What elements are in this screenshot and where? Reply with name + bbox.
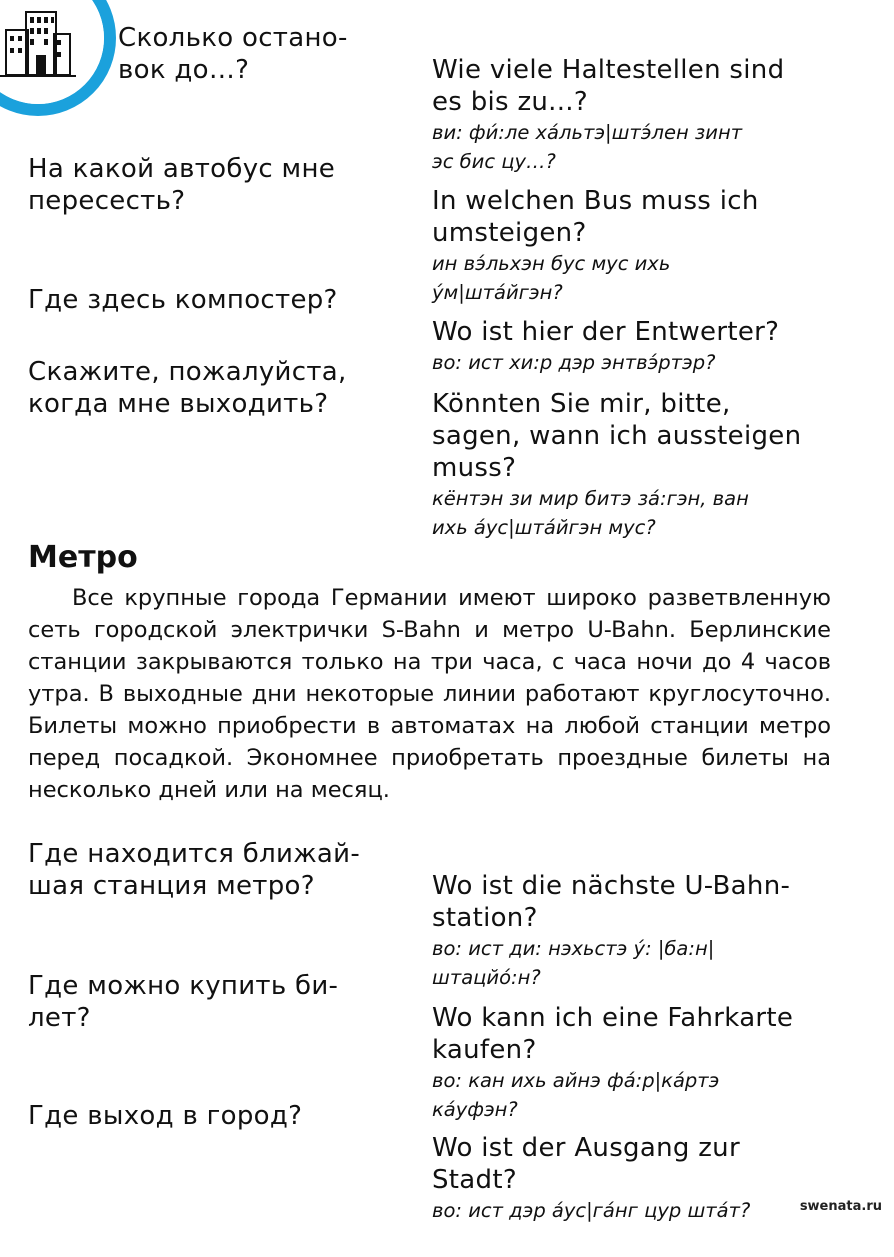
german-text: Wo ist hier der Entwerter? xyxy=(432,317,780,347)
site-watermark: swenata.ru xyxy=(799,1199,882,1214)
russian-phrase: Где можно купить би- лет? xyxy=(28,971,339,1033)
german-text: Wie viele Haltestellen sind es bis zu...? xyxy=(432,55,785,117)
russian-phrase: Сколько остано- вок до…? xyxy=(118,23,348,85)
german-phrase xyxy=(432,1100,872,1257)
russian-phrase: Где здесь компостер? xyxy=(28,285,338,315)
city-buildings-icon xyxy=(0,0,120,125)
german-phrase xyxy=(432,356,872,574)
german-text: In welchen Bus muss ich umsteigen? xyxy=(432,186,759,248)
transcription: кёнтэн зи мир битэ за́:гэн, ван ихь а́ус|шта́йгэн мус? xyxy=(432,487,749,539)
transcription: во: ист ди: нэхьстэ у́: |ба:н| штацйо́:н? xyxy=(432,937,715,989)
section-title: Метро xyxy=(28,540,138,575)
transcription: ви: фи́:ле ха́льтэ|штэ́лен зинт эс бис цу…? xyxy=(432,121,743,173)
german-text: Könnten Sie mir, bitte, sagen, wann ich aussteigen muss? xyxy=(432,389,802,483)
section-paragraph: Все крупные города Германии имеют широко разветвленную сеть городской электрички S-Bahn и метро U-Bahn. Берлинские станции закрываются только на три часа, с часа ночи до 4 часов утра. В выходные дни некоторые линии работают круглосуточно. Билеты можно приобрести в автоматах на любой станции метро перед посадкой. Экономнее приобретать проездные билеты на несколько дней или на месяц. xyxy=(28,585,831,803)
russian-phrase: Где находится ближай- шая станция метро? xyxy=(28,839,361,901)
russian-phrase: На какой автобус мне пересесть? xyxy=(28,154,336,216)
transcription: во: ист хи:р дэр энтвэ́ртэр? xyxy=(432,351,716,374)
transcription: во: ист дэр а́ус|га́нг цур шта́т? xyxy=(432,1199,751,1222)
russian-phrase: Где выход в город? xyxy=(28,1101,303,1131)
german-text: Wo ist die nächste U-Bahn- station? xyxy=(432,871,791,933)
german-text: Wo kann ich eine Fahrkarte kaufen? xyxy=(432,1003,794,1065)
german-text: Wo ist der Ausgang zur Stadt? xyxy=(432,1133,740,1195)
transcription: во: кан ихь айнэ фа́:р|ка́ртэ ка́уфэн? xyxy=(432,1069,720,1121)
russian-phrase: Скажите, пожалуйста, когда мне выходить? xyxy=(28,357,347,419)
transcription: ин вэ́льхэн бус мус ихь у́м|шта́йгэн? xyxy=(432,252,671,304)
